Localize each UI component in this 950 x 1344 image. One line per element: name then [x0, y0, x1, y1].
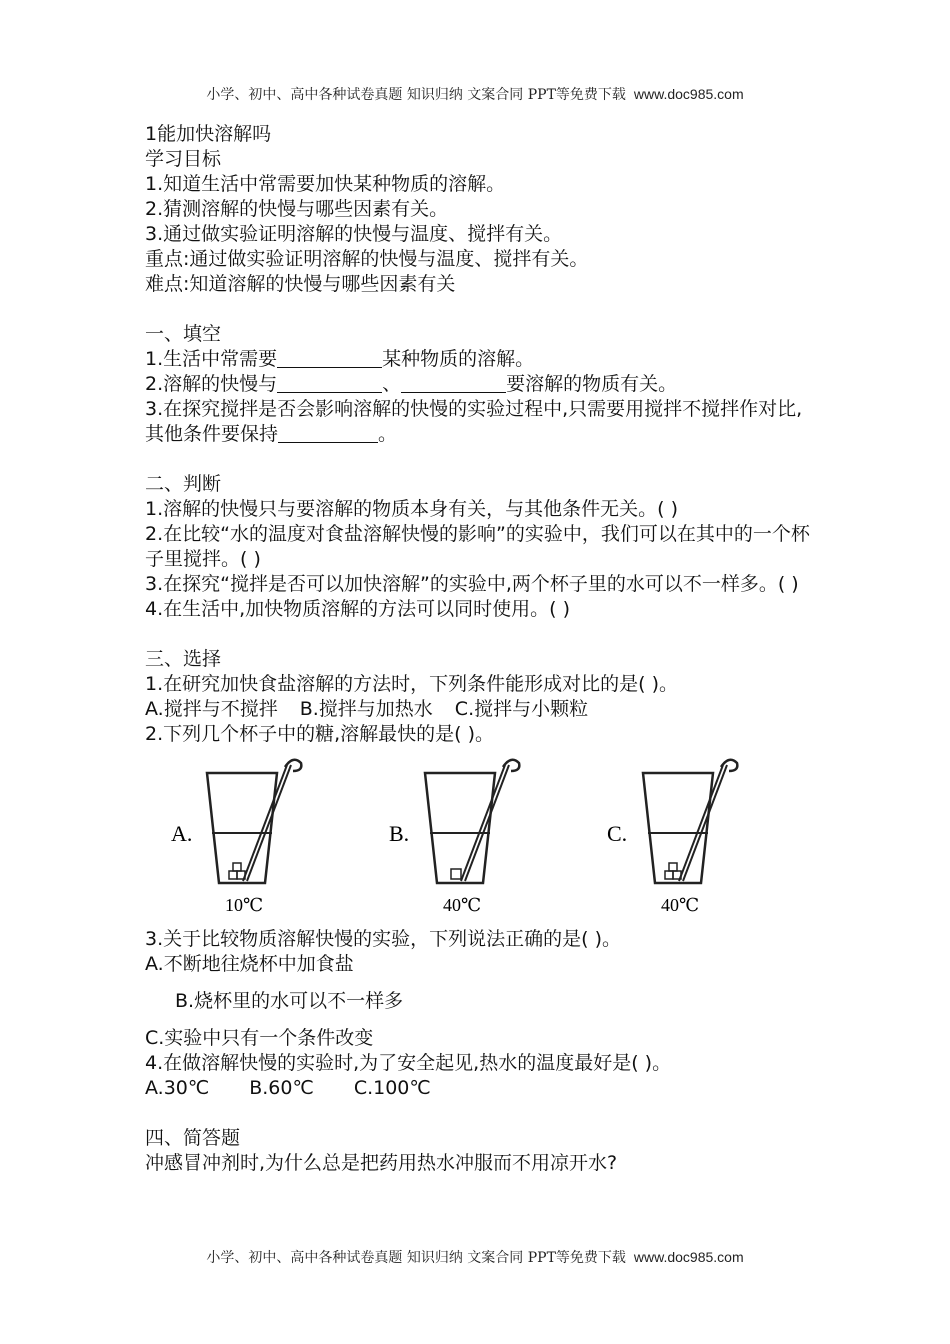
fill-question-3: [145, 397, 815, 447]
page-footer: [0, 1247, 950, 1267]
goal-item: 2.猜测溶解的快慢与哪些因素有关。: [145, 198, 449, 220]
rod-hook: [503, 760, 519, 771]
sugar-cube: [665, 871, 673, 879]
answer-blank[interactable]: [278, 422, 378, 443]
figure-label-a: A.: [171, 821, 193, 846]
figure-temp-b: 40℃: [443, 895, 482, 915]
judge-item: 3.在探究“搅拌是否可以加快溶解”的实验中,两个杯子里的水可以不一样多。( ): [145, 573, 799, 595]
stir-rod: [679, 765, 723, 881]
judge-item: 4.在生活中,加快物质溶解的方法可以同时使用。( ): [145, 598, 571, 620]
sugar-cube: [233, 863, 241, 871]
option-c[interactable]: C.实验中只有一个条件改变: [145, 1027, 374, 1049]
answer-blank[interactable]: [401, 372, 506, 393]
beaker-figure-b[interactable]: [385, 753, 535, 918]
goals-heading: 学习目标: [145, 148, 222, 170]
footer-url[interactable]: www.doc985.com: [633, 1249, 744, 1265]
choice-question-2: 2.下列几个杯子中的糖,溶解最快的是( )。: [145, 723, 495, 745]
fill-q2-text: 2.溶解的快慢与: [145, 373, 278, 395]
sugar-cube: [669, 863, 677, 871]
choice-q4-options: [145, 1076, 815, 1101]
option-b[interactable]: B.烧杯里的水可以不一样多: [175, 990, 404, 1012]
option-c[interactable]: C.搅拌与小颗粒: [454, 698, 589, 720]
fill-question-2: [145, 372, 815, 397]
header-url[interactable]: www.doc985.com: [633, 86, 744, 102]
stir-rod: [461, 765, 505, 881]
fill-q2-sep: 、: [382, 373, 402, 395]
option-a[interactable]: A.不断地往烧杯中加食盐: [145, 953, 354, 975]
figure-label-b: B.: [389, 821, 410, 846]
page-header: [0, 84, 950, 104]
rod-hook: [721, 760, 737, 771]
stir-rod: [683, 765, 727, 881]
stir-rod: [243, 765, 287, 881]
key-point: 重点:通过做实验证明溶解的快慢与温度、搅拌有关。: [145, 248, 589, 270]
worksheet-body: [145, 122, 815, 1176]
section-judge-heading: 二、判断: [145, 473, 222, 495]
option-a[interactable]: A.30℃: [145, 1077, 210, 1099]
sugar-cube: [229, 871, 237, 879]
option-b[interactable]: B.60℃: [249, 1077, 314, 1099]
fill-q3-tail: 。: [378, 423, 398, 445]
fill-question-1: [145, 347, 815, 372]
judge-item: 1.溶解的快慢只与要溶解的物质本身有关，与其他条件无关。( ): [145, 498, 678, 520]
judge-item: 2.在比较“水的温度对食盐溶解快慢的影响”的实验中，我们可以在其中的一个杯子里搅拌。( ): [145, 523, 810, 570]
fill-q3-text: 3.在探究搅拌是否会影响溶解的快慢的实验过程中,只需要用搅拌不搅拌作对比,其他条件要保持: [145, 398, 803, 445]
goal-item: 3.通过做实验证明溶解的快慢与温度、搅拌有关。: [145, 223, 563, 245]
choice-q1-options: [145, 697, 815, 722]
sugar-cube: [451, 869, 461, 879]
option-c[interactable]: C.100℃: [353, 1077, 431, 1099]
figure-temp-c: 40℃: [661, 895, 700, 915]
figure-temp-a: 10℃: [225, 895, 264, 915]
goal-item: 1.知道生活中常需要加快某种物质的溶解。: [145, 173, 506, 195]
choice-question-1: 1.在研究加快食盐溶解的方法时，下列条件能形成对比的是( )。: [145, 673, 678, 695]
stir-rod: [247, 765, 291, 881]
fill-q1-text: 1.生活中常需要: [145, 348, 278, 370]
beaker-figure-c[interactable]: [603, 753, 753, 918]
beaker-figures: [145, 753, 815, 923]
beaker-figure-a[interactable]: [167, 753, 317, 918]
figure-label-c: C.: [607, 821, 628, 846]
section-short-answer-heading: 四、简答题: [145, 1127, 241, 1149]
footer-text: 小学、初中、高中各种试卷真题 知识归纳 文案合同 PPT等免费下载: [206, 1250, 626, 1266]
page-title: 1能加快溶解吗: [145, 123, 272, 145]
difficulty: 难点:知道溶解的快慢与哪些因素有关: [145, 273, 456, 295]
option-b[interactable]: B.搅拌与加热水: [299, 698, 433, 720]
option-a[interactable]: A.搅拌与不搅拌: [145, 698, 278, 720]
answer-blank[interactable]: [277, 347, 382, 368]
answer-blank[interactable]: [277, 372, 382, 393]
rod-hook: [285, 760, 301, 771]
fill-q2-tail: 要溶解的物质有关。: [506, 373, 678, 395]
header-text: 小学、初中、高中各种试卷真题 知识归纳 文案合同 PPT等免费下载: [206, 87, 626, 103]
section-fill-heading: 一、填空: [145, 323, 222, 345]
section-choice-heading: 三、选择: [145, 648, 222, 670]
stir-rod: [465, 765, 509, 881]
choice-question-3: 3.关于比较物质溶解快慢的实验，下列说法正确的是( )。: [145, 928, 621, 950]
choice-question-4: 4.在做溶解快慢的实验时,为了安全起见,热水的温度最好是( )。: [145, 1052, 672, 1074]
short-answer-question: 冲感冒冲剂时,为什么总是把药用热水冲服而不用凉开水?: [145, 1152, 618, 1174]
fill-q1-tail: 某种物质的溶解。: [382, 348, 535, 370]
